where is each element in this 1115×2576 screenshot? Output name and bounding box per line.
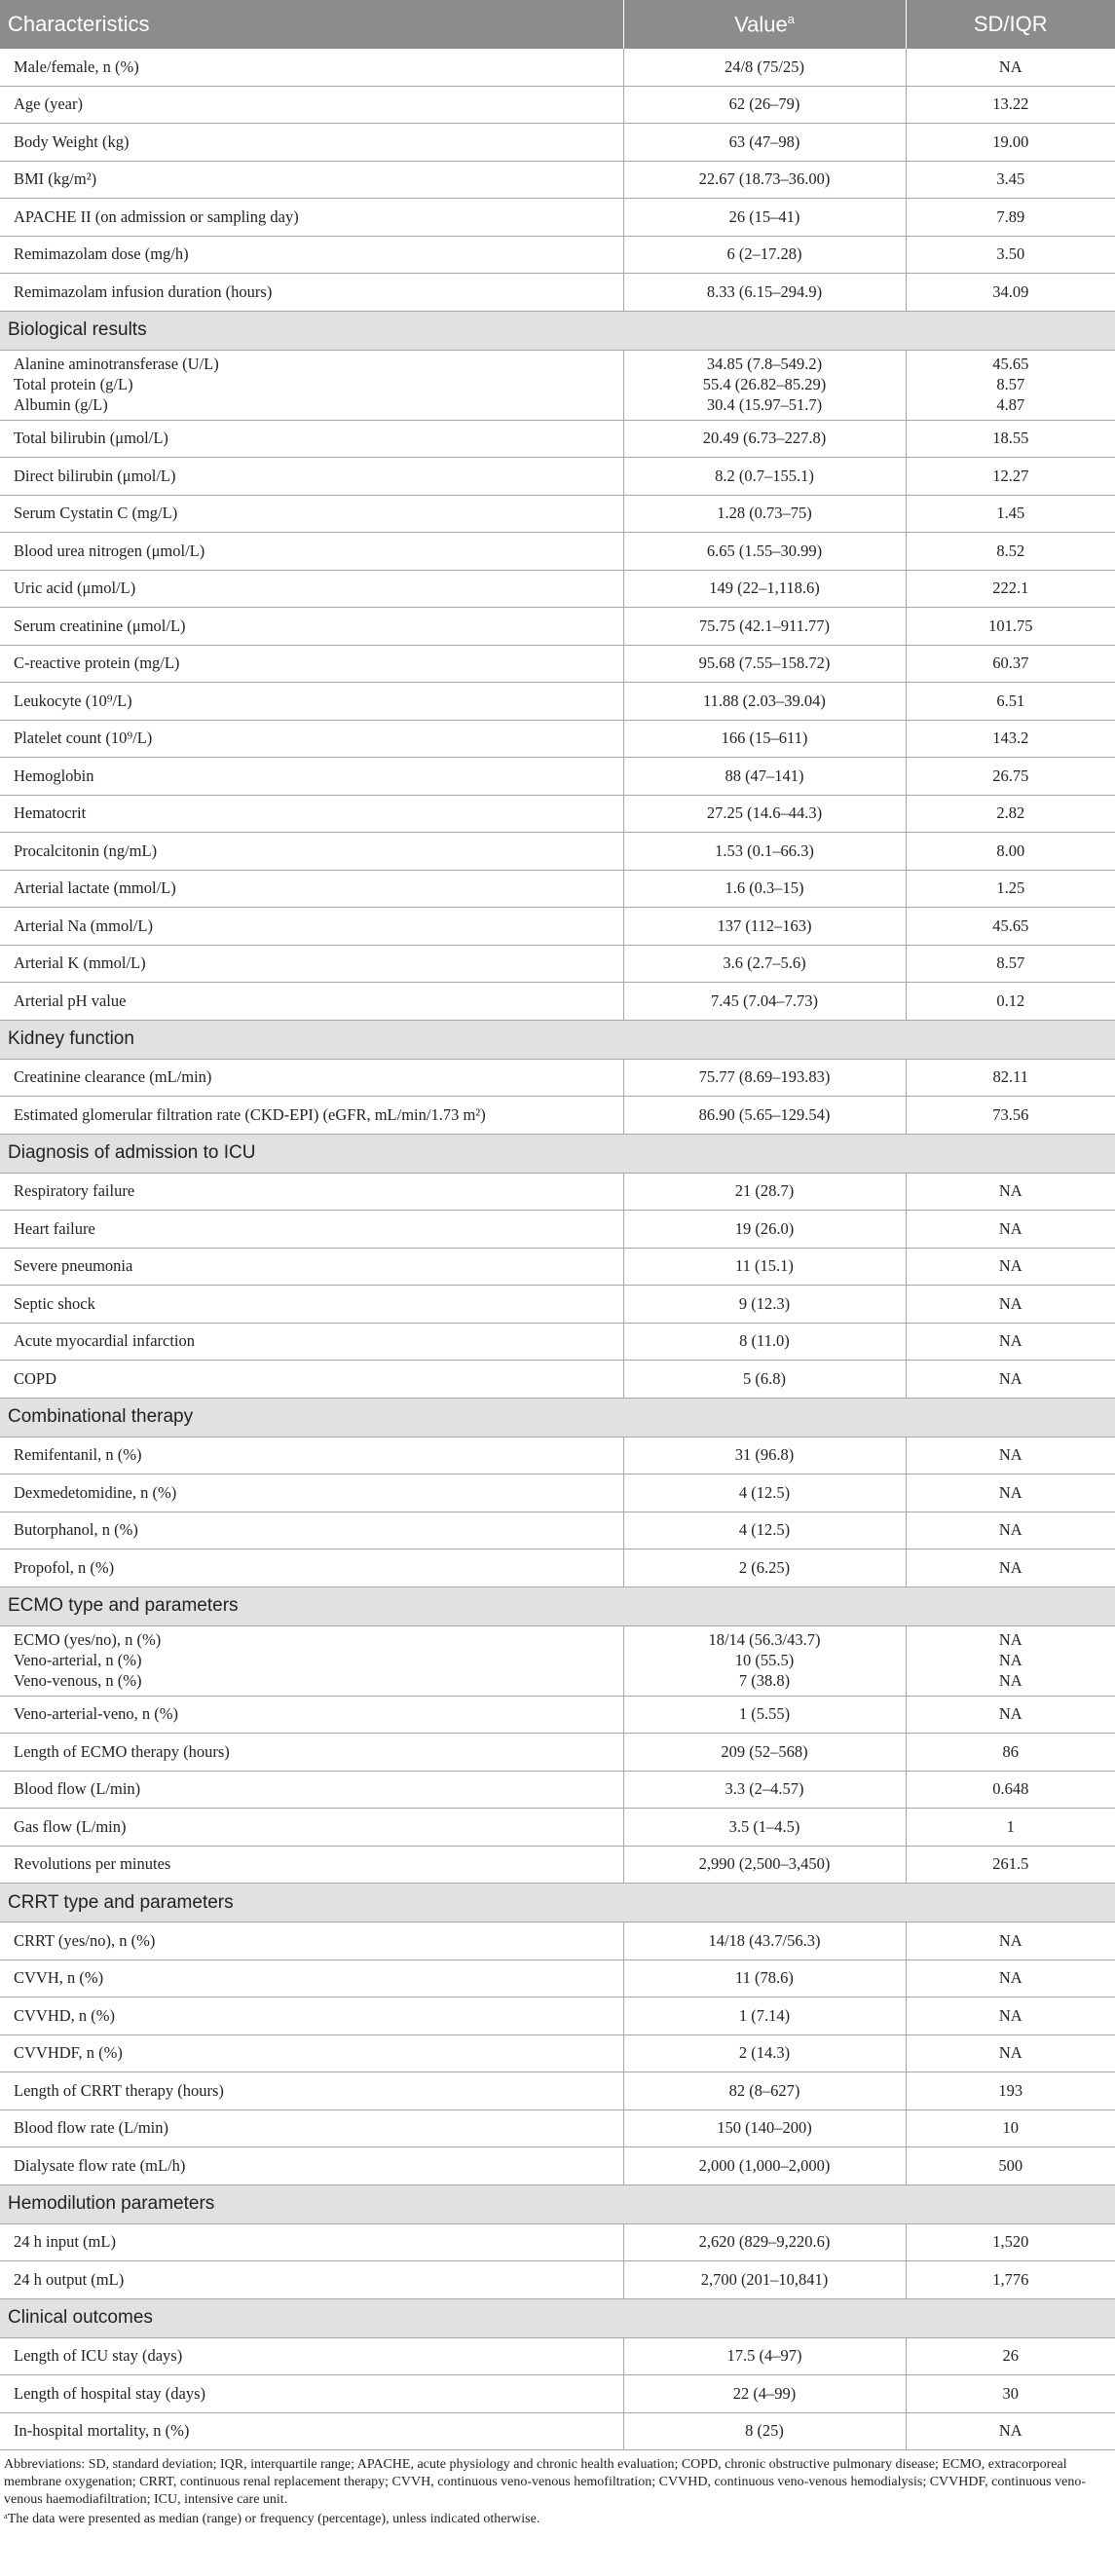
characteristic-cell: Heart failure xyxy=(0,1211,623,1249)
value-cell: 8 (25) xyxy=(623,2412,906,2450)
table-row xyxy=(0,458,1115,496)
characteristic-cell: 24 h input (mL) xyxy=(0,2223,623,2261)
characteristic-cell: Butorphanol, n (%) xyxy=(0,1512,623,1549)
value-cell: 31 (96.8) xyxy=(623,1437,906,1475)
characteristic-cell: Length of CRRT therapy (hours) xyxy=(0,2072,623,2110)
sd-iqr-cell: 60.37 xyxy=(906,645,1115,683)
sd-iqr-cell: 500 xyxy=(906,2147,1115,2185)
section-title: Hemodilution parameters xyxy=(0,2184,1115,2223)
header-characteristics: Characteristics xyxy=(0,0,623,49)
characteristic-cell: Uric acid (μmol/L) xyxy=(0,570,623,608)
table-row xyxy=(0,1248,1115,1286)
table-header-row xyxy=(0,0,1115,49)
characteristic-cell: APACHE II (on admission or sampling day) xyxy=(0,199,623,237)
characteristic-cell: Direct bilirubin (μmol/L) xyxy=(0,458,623,496)
sd-iqr-cell: NA xyxy=(906,1248,1115,1286)
value-cell: 2,620 (829–9,220.6) xyxy=(623,2223,906,2261)
table-row xyxy=(0,1923,1115,1960)
characteristic-cell: Platelet count (10⁹/L) xyxy=(0,720,623,758)
table-row xyxy=(0,124,1115,162)
sd-iqr-cell: 7.89 xyxy=(906,199,1115,237)
characteristic-line: Veno-arterial, n (%) xyxy=(14,1650,142,1669)
table-row xyxy=(0,1323,1115,1361)
sd-iqr-cell: 0.12 xyxy=(906,983,1115,1021)
characteristic-cell: CVVH, n (%) xyxy=(0,1960,623,1997)
section-header-row xyxy=(0,1134,1115,1173)
table-row xyxy=(0,645,1115,683)
sd-iqr-cell: 13.22 xyxy=(906,86,1115,124)
value-line: 34.85 (7.8–549.2) xyxy=(706,354,823,373)
value-cell: 8 (11.0) xyxy=(623,1323,906,1361)
value-cell: 22.67 (18.73–36.00) xyxy=(623,161,906,199)
section-header-row xyxy=(0,2298,1115,2337)
sd-iqr-cell: 8.57 xyxy=(906,945,1115,983)
table-row xyxy=(0,2412,1115,2450)
table-row xyxy=(0,161,1115,199)
table-row xyxy=(0,1960,1115,1997)
value-cell: 2,990 (2,500–3,450) xyxy=(623,1846,906,1884)
value-cell: 75.77 (8.69–193.83) xyxy=(623,1059,906,1097)
value-line: 30.4 (15.97–51.7) xyxy=(706,394,823,414)
value-cell: 75.75 (42.1–911.77) xyxy=(623,608,906,646)
value-cell: 149 (22–1,118.6) xyxy=(623,570,906,608)
sd-iqr-cell: 193 xyxy=(906,2072,1115,2110)
characteristic-cell xyxy=(0,1625,623,1696)
table-row xyxy=(0,2072,1115,2110)
characteristic-cell: Length of hospital stay (days) xyxy=(0,2375,623,2413)
table-row xyxy=(0,236,1115,274)
value-cell: 2 (6.25) xyxy=(623,1549,906,1587)
sd-iqr-cell: 8.00 xyxy=(906,833,1115,871)
section-header-row xyxy=(0,1398,1115,1437)
table-row xyxy=(0,420,1115,458)
characteristic-cell: Length of ICU stay (days) xyxy=(0,2337,623,2375)
value-cell: 6 (2–17.28) xyxy=(623,236,906,274)
table-row xyxy=(0,49,1115,86)
sd-iqr-cell: NA xyxy=(906,49,1115,86)
value-cell: 7.45 (7.04–7.73) xyxy=(623,983,906,1021)
characteristic-line: Veno-venous, n (%) xyxy=(14,1670,142,1690)
table-row xyxy=(0,2109,1115,2147)
sd-iqr-cell: 45.65 xyxy=(906,908,1115,946)
sd-iqr-line: 4.87 xyxy=(996,394,1025,414)
sd-iqr-cell: NA xyxy=(906,1512,1115,1549)
characteristic-cell: Arterial K (mmol/L) xyxy=(0,945,623,983)
sd-iqr-cell: 1,520 xyxy=(906,2223,1115,2261)
sd-iqr-cell: 1 xyxy=(906,1809,1115,1847)
value-cell: 27.25 (14.6–44.3) xyxy=(623,795,906,833)
section-header-row xyxy=(0,311,1115,350)
table-row xyxy=(0,720,1115,758)
table-row xyxy=(0,2261,1115,2299)
sd-iqr-cell: 19.00 xyxy=(906,124,1115,162)
value-cell: 95.68 (7.55–158.72) xyxy=(623,645,906,683)
sd-iqr-cell: NA xyxy=(906,1475,1115,1512)
table-row xyxy=(0,1173,1115,1211)
value-cell: 3.3 (2–4.57) xyxy=(623,1771,906,1809)
characteristic-line: Albumin (g/L) xyxy=(14,394,108,414)
characteristic-cell: CVVHDF, n (%) xyxy=(0,2035,623,2072)
value-line: 10 (55.5) xyxy=(734,1650,795,1669)
table-row xyxy=(0,533,1115,571)
value-cell: 1 (7.14) xyxy=(623,1997,906,2035)
sd-iqr-cell: 82.11 xyxy=(906,1059,1115,1097)
characteristic-cell: Male/female, n (%) xyxy=(0,49,623,86)
sd-iqr-cell: 26 xyxy=(906,2337,1115,2375)
value-line: 7 (38.8) xyxy=(738,1670,791,1690)
table-row xyxy=(0,1997,1115,2035)
section-title: Combinational therapy xyxy=(0,1398,1115,1437)
value-cell: 8.2 (0.7–155.1) xyxy=(623,458,906,496)
sd-iqr-cell: 101.75 xyxy=(906,608,1115,646)
table-row xyxy=(0,86,1115,124)
table-row xyxy=(0,570,1115,608)
value-cell: 22 (4–99) xyxy=(623,2375,906,2413)
table-row xyxy=(0,1059,1115,1097)
characteristic-cell: Arterial lactate (mmol/L) xyxy=(0,870,623,908)
characteristic-cell: Creatinine clearance (mL/min) xyxy=(0,1059,623,1097)
characteristic-cell: Acute myocardial infarction xyxy=(0,1323,623,1361)
sd-iqr-cell: 6.51 xyxy=(906,683,1115,721)
characteristic-cell: Blood flow rate (L/min) xyxy=(0,2109,623,2147)
characteristic-cell: Severe pneumonia xyxy=(0,1248,623,1286)
section-title: CRRT type and parameters xyxy=(0,1884,1115,1923)
value-cell: 209 (52–568) xyxy=(623,1734,906,1772)
sd-iqr-cell: NA xyxy=(906,1960,1115,1997)
sd-iqr-cell: 8.52 xyxy=(906,533,1115,571)
sd-iqr-cell: 0.648 xyxy=(906,1771,1115,1809)
section-header-row xyxy=(0,1587,1115,1625)
value-cell: 20.49 (6.73–227.8) xyxy=(623,420,906,458)
section-title: Diagnosis of admission to ICU xyxy=(0,1134,1115,1173)
sd-iqr-cell: 12.27 xyxy=(906,458,1115,496)
characteristic-cell: Remimazolam infusion duration (hours) xyxy=(0,274,623,312)
table-row xyxy=(0,350,1115,420)
table-row xyxy=(0,274,1115,312)
characteristic-cell: COPD xyxy=(0,1361,623,1399)
value-cell xyxy=(623,1625,906,1696)
sd-iqr-cell: 1.45 xyxy=(906,495,1115,533)
sd-iqr-line: 45.65 xyxy=(992,354,1029,373)
sd-iqr-cell: 222.1 xyxy=(906,570,1115,608)
table-row xyxy=(0,1211,1115,1249)
sd-iqr-cell: 261.5 xyxy=(906,1846,1115,1884)
value-cell: 9 (12.3) xyxy=(623,1286,906,1324)
sd-iqr-cell: NA xyxy=(906,1361,1115,1399)
characteristic-cell: Arterial Na (mmol/L) xyxy=(0,908,623,946)
value-cell: 137 (112–163) xyxy=(623,908,906,946)
value-cell: 1.6 (0.3–15) xyxy=(623,870,906,908)
header-sd-iqr: SD/IQR xyxy=(906,0,1115,49)
table-row xyxy=(0,2147,1115,2185)
table-row xyxy=(0,1625,1115,1696)
characteristic-cell: Body Weight (kg) xyxy=(0,124,623,162)
characteristic-line: Total protein (g/L) xyxy=(14,374,133,393)
value-cell: 2,700 (201–10,841) xyxy=(623,2261,906,2299)
characteristic-cell: C-reactive protein (mg/L) xyxy=(0,645,623,683)
value-cell: 19 (26.0) xyxy=(623,1211,906,1249)
value-cell xyxy=(623,350,906,420)
section-title: Kidney function xyxy=(0,1020,1115,1059)
value-cell: 2,000 (1,000–2,000) xyxy=(623,2147,906,2185)
table-row xyxy=(0,1846,1115,1884)
header-value-footnote-mark: a xyxy=(787,11,795,26)
sd-iqr-cell xyxy=(906,1625,1115,1696)
table-row xyxy=(0,1512,1115,1549)
characteristic-cell: Blood flow (L/min) xyxy=(0,1771,623,1809)
characteristic-cell: Remimazolam dose (mg/h) xyxy=(0,236,623,274)
characteristic-cell: Remifentanil, n (%) xyxy=(0,1437,623,1475)
characteristic-cell: Leukocyte (10⁹/L) xyxy=(0,683,623,721)
value-cell: 86.90 (5.65–129.54) xyxy=(623,1097,906,1135)
sd-iqr-cell: NA xyxy=(906,1997,1115,2035)
characteristic-line: ECMO (yes/no), n (%) xyxy=(14,1629,162,1649)
characteristic-cell: Veno-arterial-veno, n (%) xyxy=(0,1696,623,1734)
characteristic-cell: CRRT (yes/no), n (%) xyxy=(0,1923,623,1960)
characteristic-cell: BMI (kg/m²) xyxy=(0,161,623,199)
table-row xyxy=(0,199,1115,237)
characteristic-cell: Estimated glomerular filtration rate (CKD-EPI) (eGFR, mL/min/1.73 m²) xyxy=(0,1097,623,1135)
value-cell: 1.53 (0.1–66.3) xyxy=(623,833,906,871)
characteristic-cell: Serum creatinine (μmol/L) xyxy=(0,608,623,646)
sd-iqr-cell: NA xyxy=(906,1211,1115,1249)
characteristic-cell: Total bilirubin (μmol/L) xyxy=(0,420,623,458)
table-row xyxy=(0,1437,1115,1475)
characteristic-cell: Dialysate flow rate (mL/h) xyxy=(0,2147,623,2185)
table-row xyxy=(0,683,1115,721)
characteristic-line: Alanine aminotransferase (U/L) xyxy=(14,354,219,373)
table-row xyxy=(0,1097,1115,1135)
sd-iqr-line: NA xyxy=(998,1629,1022,1649)
value-cell: 3.6 (2.7–5.6) xyxy=(623,945,906,983)
sd-iqr-cell: NA xyxy=(906,2412,1115,2450)
value-cell: 17.5 (4–97) xyxy=(623,2337,906,2375)
characteristic-cell: 24 h output (mL) xyxy=(0,2261,623,2299)
value-cell: 2 (14.3) xyxy=(623,2035,906,2072)
table-row xyxy=(0,833,1115,871)
sd-iqr-cell: 18.55 xyxy=(906,420,1115,458)
section-header-row xyxy=(0,2184,1115,2223)
table-row xyxy=(0,945,1115,983)
value-cell: 63 (47–98) xyxy=(623,124,906,162)
table-row xyxy=(0,1809,1115,1847)
characteristic-cell: Serum Cystatin C (mg/L) xyxy=(0,495,623,533)
characteristic-cell: Septic shock xyxy=(0,1286,623,1324)
characteristic-cell: Gas flow (L/min) xyxy=(0,1809,623,1847)
table-row xyxy=(0,608,1115,646)
characteristic-cell: Blood urea nitrogen (μmol/L) xyxy=(0,533,623,571)
table-row xyxy=(0,758,1115,796)
value-cell: 5 (6.8) xyxy=(623,1361,906,1399)
sd-iqr-cell: NA xyxy=(906,1923,1115,1960)
sd-iqr-cell: 34.09 xyxy=(906,274,1115,312)
table-row xyxy=(0,1361,1115,1399)
sd-iqr-cell: 73.56 xyxy=(906,1097,1115,1135)
table-row xyxy=(0,2337,1115,2375)
sd-iqr-cell: NA xyxy=(906,1323,1115,1361)
section-header-row xyxy=(0,1020,1115,1059)
sd-iqr-cell: 30 xyxy=(906,2375,1115,2413)
value-cell: 6.65 (1.55–30.99) xyxy=(623,533,906,571)
table-row xyxy=(0,1286,1115,1324)
sd-iqr-cell: 143.2 xyxy=(906,720,1115,758)
value-cell: 4 (12.5) xyxy=(623,1475,906,1512)
sd-iqr-cell: NA xyxy=(906,1437,1115,1475)
value-cell: 24/8 (75/25) xyxy=(623,49,906,86)
characteristic-cell: Arterial pH value xyxy=(0,983,623,1021)
value-cell: 11.88 (2.03–39.04) xyxy=(623,683,906,721)
value-cell: 21 (28.7) xyxy=(623,1173,906,1211)
table-row xyxy=(0,2223,1115,2261)
value-cell: 82 (8–627) xyxy=(623,2072,906,2110)
sd-iqr-cell: NA xyxy=(906,2035,1115,2072)
section-header-row xyxy=(0,1884,1115,1923)
characteristic-cell xyxy=(0,350,623,420)
sd-iqr-cell: NA xyxy=(906,1696,1115,1734)
header-value xyxy=(623,0,906,49)
sd-iqr-line: NA xyxy=(998,1670,1022,1690)
value-cell: 3.5 (1–4.5) xyxy=(623,1809,906,1847)
sd-iqr-line: NA xyxy=(998,1650,1022,1669)
value-line: 55.4 (26.82–85.29) xyxy=(702,374,827,393)
value-cell: 88 (47–141) xyxy=(623,758,906,796)
sd-iqr-cell: 1.25 xyxy=(906,870,1115,908)
characteristic-cell: Length of ECMO therapy (hours) xyxy=(0,1734,623,1772)
table-row xyxy=(0,1549,1115,1587)
sd-iqr-line: 8.57 xyxy=(996,374,1025,393)
table-row xyxy=(0,1771,1115,1809)
value-cell: 11 (15.1) xyxy=(623,1248,906,1286)
sd-iqr-cell: 2.82 xyxy=(906,795,1115,833)
characteristic-cell: Dexmedetomidine, n (%) xyxy=(0,1475,623,1512)
characteristic-cell: CVVHD, n (%) xyxy=(0,1997,623,2035)
sd-iqr-cell: NA xyxy=(906,1173,1115,1211)
table-row xyxy=(0,795,1115,833)
value-cell: 1.28 (0.73–75) xyxy=(623,495,906,533)
sd-iqr-cell: 10 xyxy=(906,2109,1115,2147)
value-cell: 1 (5.55) xyxy=(623,1696,906,1734)
table-row xyxy=(0,495,1115,533)
value-cell: 62 (26–79) xyxy=(623,86,906,124)
section-title: ECMO type and parameters xyxy=(0,1587,1115,1625)
sd-iqr-cell: 26.75 xyxy=(906,758,1115,796)
characteristic-cell: Propofol, n (%) xyxy=(0,1549,623,1587)
sd-iqr-cell: NA xyxy=(906,1286,1115,1324)
characteristic-cell: Revolutions per minutes xyxy=(0,1846,623,1884)
table-row xyxy=(0,2035,1115,2072)
table-row xyxy=(0,908,1115,946)
table-row xyxy=(0,1475,1115,1512)
median-range-footnote: ᵃThe data were presented as median (range) or frequency (percentage), unless indicated otherwise. xyxy=(4,2512,540,2526)
characteristic-cell: Hematocrit xyxy=(0,795,623,833)
table-row xyxy=(0,1734,1115,1772)
characteristic-cell: Hemoglobin xyxy=(0,758,623,796)
sd-iqr-cell: 1,776 xyxy=(906,2261,1115,2299)
sd-iqr-cell: 3.45 xyxy=(906,161,1115,199)
table-row xyxy=(0,2375,1115,2413)
sd-iqr-cell: 86 xyxy=(906,1734,1115,1772)
sd-iqr-cell: 3.50 xyxy=(906,236,1115,274)
header-value-label: Value xyxy=(734,12,788,37)
value-cell: 14/18 (43.7/56.3) xyxy=(623,1923,906,1960)
abbreviations-footnote: Abbreviations: SD, standard deviation; IQR, interquartile range; APACHE, acute physiology and chronic health evaluation; COPD, chronic obstructive pulmonary disease; ECMO, extracorporeal membrane oxygenation; CRRT, continuous renal replacement therapy; CVVH, continuous veno-venous hemofiltration; CVVHD, continuous veno-venous hemodialysis; CVVHDF, continuous veno-venous haemodiafiltration; ICU, intensive care unit. xyxy=(4,2457,1086,2507)
value-line: 18/14 (56.3/43.7) xyxy=(708,1629,821,1649)
value-cell: 166 (15–611) xyxy=(623,720,906,758)
characteristic-cell: Age (year) xyxy=(0,86,623,124)
table-row xyxy=(0,1696,1115,1734)
value-cell: 11 (78.6) xyxy=(623,1960,906,1997)
sd-iqr-cell: NA xyxy=(906,1549,1115,1587)
value-cell: 4 (12.5) xyxy=(623,1512,906,1549)
table-row xyxy=(0,983,1115,1021)
value-cell: 8.33 (6.15–294.9) xyxy=(623,274,906,312)
characteristic-cell: Respiratory failure xyxy=(0,1173,623,1211)
value-cell: 26 (15–41) xyxy=(623,199,906,237)
section-title: Clinical outcomes xyxy=(0,2298,1115,2337)
characteristic-cell: Procalcitonin (ng/mL) xyxy=(0,833,623,871)
section-title: Biological results xyxy=(0,311,1115,350)
value-cell: 150 (140–200) xyxy=(623,2109,906,2147)
table-row xyxy=(0,870,1115,908)
table-body xyxy=(0,49,1115,2450)
characteristic-cell: In-hospital mortality, n (%) xyxy=(0,2412,623,2450)
sd-iqr-cell xyxy=(906,350,1115,420)
